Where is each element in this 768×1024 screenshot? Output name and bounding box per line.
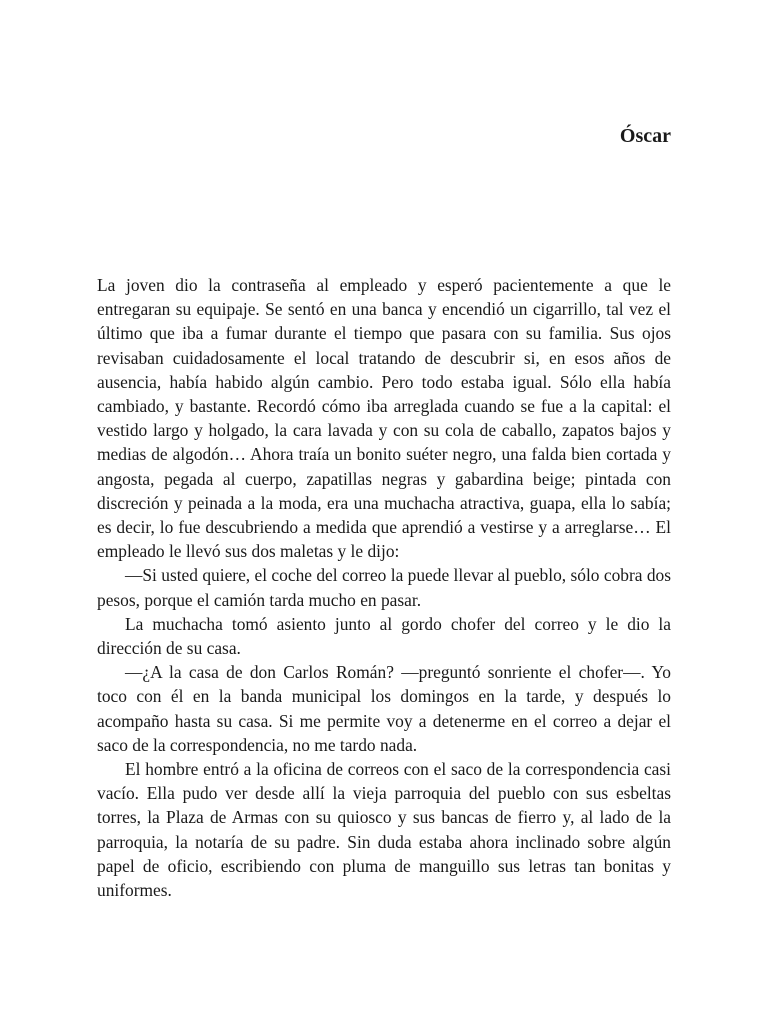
book-page — [97, 0, 671, 1024]
paragraph-1: La joven dio la contraseña al empleado y esperó pacientemente a que le entregaran su equipaje. Se sentó en una banca y encendió un cigarrillo, tal vez el último que iba a fumar durante el tiempo que pasara con su familia. Sus ojos revisaban cuidadosamente el local tratando de descubrir si, en esos años de ausencia, había habido algún cambio. Pero todo estaba igual. Sólo ella había cambiado, y bastante. Recordó cómo iba arreglada cuando se fue a la capital: el vestido largo y holgado, la cara lavada y con su cola de caballo, zapatos bajos y medias de algodón… Ahora traía un bonito suéter negro, una falda bien cortada y angosta, pegada al cuerpo, zapatillas negras y gabardina beige; pintada con discreción y peinada a la moda, era una muchacha atractiva, guapa, ella lo sabía; es decir, lo fue descubriendo a medida que aprendió a vestirse y a arreglarse… El empleado le llevó sus dos maletas y le dijo: — [97, 275, 671, 562]
chapter-title: Óscar — [619, 125, 671, 147]
chapter-body — [97, 273, 671, 902]
paragraph-2: —Si usted quiere, el coche del correo la puede llevar al pueblo, sólo cobra dos pesos, porque el camión tarda mucho en pasar. — [97, 565, 671, 610]
paragraph-4: —¿A la casa de don Carlos Román? —preguntó sonriente el chofer—. Yo toco con él en la banda municipal los domingos en la tarde, y después lo acompaño hasta su casa. Si me permite voy a detenerme en el correo a dejar el saco de la correspondencia, no me tardo nada. — [97, 662, 671, 755]
paragraph-5: El hombre entró a la oficina de correos con el saco de la correspondencia casi vacío. Ella pudo ver desde allí la vieja parroquia del pueblo con sus esbeltas torres, la Plaza de Armas con su quiosco y sus bancas de fierro y, al lado de la parroquia, la notaría de su padre. Sin duda estaba ahora inclinado sobre algún papel de oficio, escribiendo con pluma de manguillo sus letras tan bonitas y uniformes. — [97, 759, 671, 901]
paragraph-3: La muchacha tomó asiento junto al gordo chofer del correo y le dio la dirección de su casa. — [97, 613, 671, 659]
